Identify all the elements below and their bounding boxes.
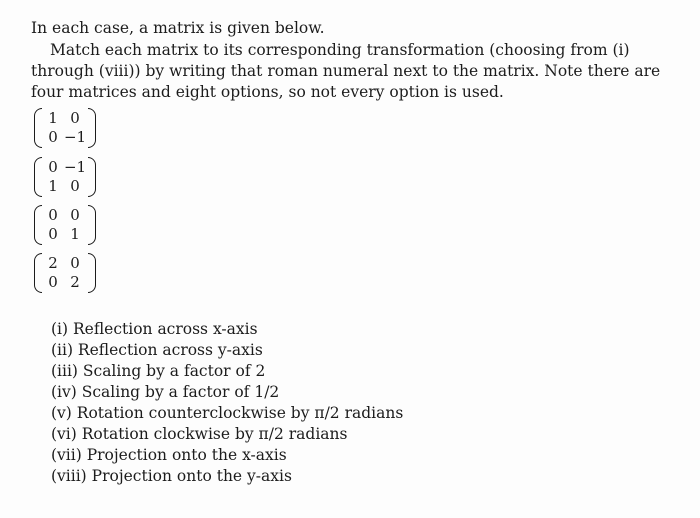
right-paren xyxy=(88,157,96,197)
matrix-entry: 0 xyxy=(48,273,58,291)
matrix-entry: 0 xyxy=(48,158,58,176)
matrix-entry: 0 xyxy=(48,128,58,146)
right-paren xyxy=(88,253,96,293)
matrix-entry: 1 xyxy=(70,225,80,243)
matrix-entry: 1 xyxy=(48,177,58,195)
matrix-entry: 2 xyxy=(70,273,80,291)
left-paren xyxy=(34,108,42,148)
instructions-paragraph xyxy=(31,40,671,103)
matrix-4 xyxy=(34,253,96,293)
matrix-entry: 0 xyxy=(70,206,80,224)
instructions-text: Match each matrix to its corresponding transformation (choosing from (i) through (viii)) by writing that roman numeral next to the matrix. Note there are four matrices and eight options, so not every option is used. xyxy=(31,41,661,101)
matrix-entry: 0 xyxy=(70,177,80,195)
left-paren xyxy=(34,205,42,245)
option-item: (i) Reflection across x-axis xyxy=(51,320,258,338)
intro-text: In each case, a matrix is given below. xyxy=(31,19,325,37)
matrix-1 xyxy=(34,108,96,148)
option-item: (vi) Rotation clockwise by π/2 radians xyxy=(51,425,348,443)
matrix-3 xyxy=(34,205,96,245)
matrix-entry: 0 xyxy=(48,225,58,243)
option-item: (vii) Projection onto the x-axis xyxy=(51,446,287,464)
left-paren xyxy=(34,253,42,293)
matrix-entry: 0 xyxy=(70,254,80,272)
option-item: (iv) Scaling by a factor of 1/2 xyxy=(51,383,280,401)
options-list xyxy=(51,319,403,487)
option-item: (v) Rotation counterclockwise by π/2 radians xyxy=(51,404,404,422)
option-item: (iii) Scaling by a factor of 2 xyxy=(51,362,266,380)
option-item: (ii) Reflection across y-axis xyxy=(51,341,263,359)
matrix-entry: 0 xyxy=(48,206,58,224)
left-paren xyxy=(34,157,42,197)
matrix-entry: 2 xyxy=(48,254,58,272)
right-paren xyxy=(88,205,96,245)
matrix-entry: −1 xyxy=(63,128,87,146)
matrix-entry: 1 xyxy=(48,109,58,127)
option-item: (viii) Projection onto the y-axis xyxy=(51,467,292,485)
matrix-entry: 0 xyxy=(70,109,80,127)
right-paren xyxy=(88,108,96,148)
matrix-2 xyxy=(34,157,96,197)
matrix-entry: −1 xyxy=(63,158,87,176)
